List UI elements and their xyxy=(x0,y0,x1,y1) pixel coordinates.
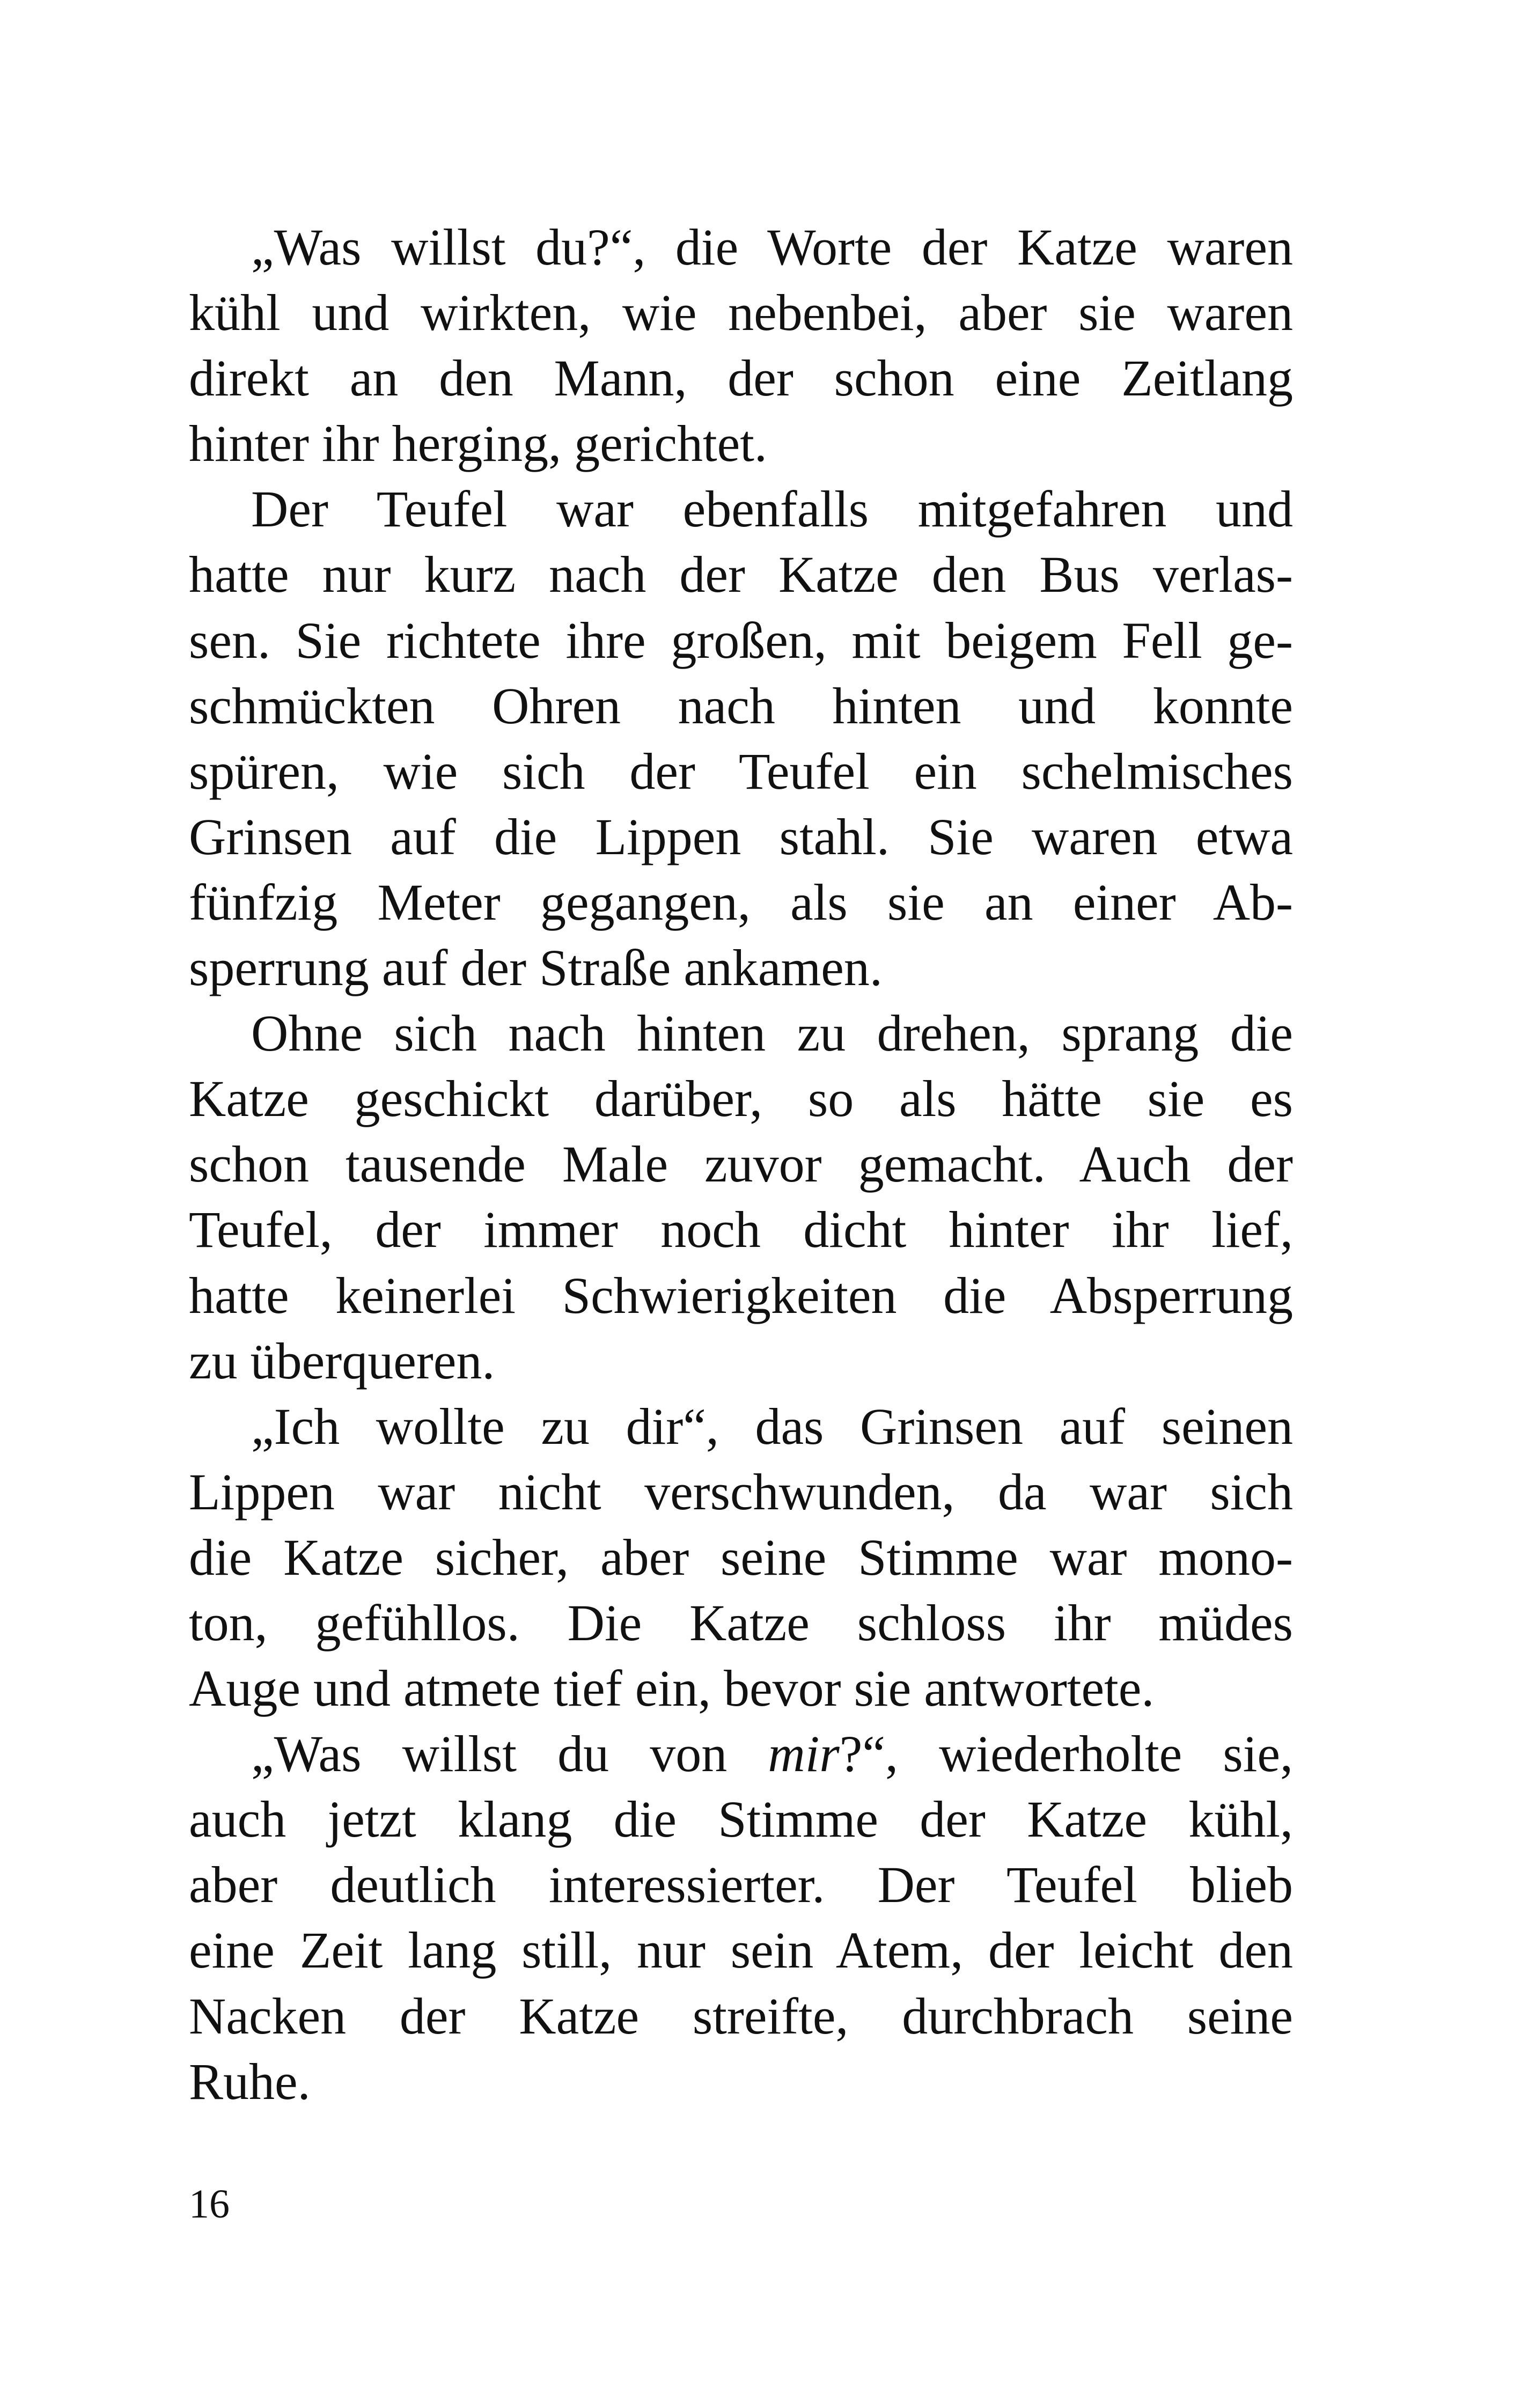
paragraph xyxy=(189,476,1293,1001)
text-line: Grinsen auf die Lippen stahl. Sie waren etwa xyxy=(189,807,1293,865)
paragraph xyxy=(189,1721,1293,2115)
text-line: Ruhe. xyxy=(189,2052,311,2110)
paragraph xyxy=(189,1394,1293,1721)
text-line: fünfzig Meter gegangen, als sie an einer Ab- xyxy=(189,873,1293,931)
paragraph xyxy=(189,1001,1293,1394)
italic-emphasis: mir xyxy=(768,1725,840,1783)
text-segment: ?“, wiederholte sie, xyxy=(839,1725,1294,1783)
paragraph xyxy=(189,215,1293,476)
text-line: hatte keinerlei Schwierigkeiten die Absperrung xyxy=(189,1266,1293,1324)
text-line: Der Teufel war ebenfalls mitgefahren und xyxy=(251,480,1293,538)
text-line: sen. Sie richtete ihre großen, mit beigem Fell ge- xyxy=(189,611,1293,669)
text-line: Ohne sich nach hinten zu drehen, sprang die xyxy=(251,1004,1293,1062)
text-line: direkt an den Mann, der schon eine Zeitlang xyxy=(189,349,1293,407)
text-line: Auge und atmete tief ein, bevor sie antwortete. xyxy=(189,1660,1155,1717)
text-line: aber deutlich interessierter. Der Teufel blieb xyxy=(189,1856,1293,1914)
text-line: schon tausende Male zuvor gemacht. Auch der xyxy=(189,1135,1293,1193)
text-line: Teufel, der immer noch dicht hinter ihr lief, xyxy=(189,1201,1293,1259)
body-text xyxy=(189,215,1293,2115)
text-line: ton, gefühllos. Die Katze schloss ihr müdes xyxy=(189,1594,1293,1651)
text-line: spüren, wie sich der Teufel ein schelmisches xyxy=(189,742,1293,800)
text-line: schmückten Ohren nach hinten und konnte xyxy=(189,677,1293,735)
text-line: hinter ihr herging, gerichtet. xyxy=(189,415,767,473)
text-segment: „Was willst du von xyxy=(251,1725,768,1783)
text-line: Nacken der Katze streifte, durchbrach seine xyxy=(189,1987,1293,2045)
text-line: „Was willst du?“, die Worte der Katze waren xyxy=(251,218,1293,276)
text-line: Katze geschickt darüber, so als hätte sie es xyxy=(189,1070,1293,1128)
text-line: „Ich wollte zu dir“, das Grinsen auf seinen xyxy=(251,1397,1293,1455)
text-line: eine Zeit lang still, nur sein Atem, der leicht den xyxy=(189,1921,1293,1979)
text-line xyxy=(189,1721,1293,1787)
text-line: sperrung auf der Straße ankamen. xyxy=(189,939,883,997)
text-line: zu überqueren. xyxy=(189,1332,495,1390)
text-line: die Katze sicher, aber seine Stimme war mono- xyxy=(189,1528,1293,1586)
page-number: 16 xyxy=(189,2182,230,2227)
text-line: kühl und wirkten, wie nebenbei, aber sie waren xyxy=(189,284,1293,342)
text-line: hatte nur kurz nach der Katze den Bus verlas- xyxy=(189,546,1293,604)
text-line: auch jetzt klang die Stimme der Katze kühl, xyxy=(189,1790,1293,1848)
text-line: Lippen war nicht verschwunden, da war sich xyxy=(189,1463,1293,1521)
